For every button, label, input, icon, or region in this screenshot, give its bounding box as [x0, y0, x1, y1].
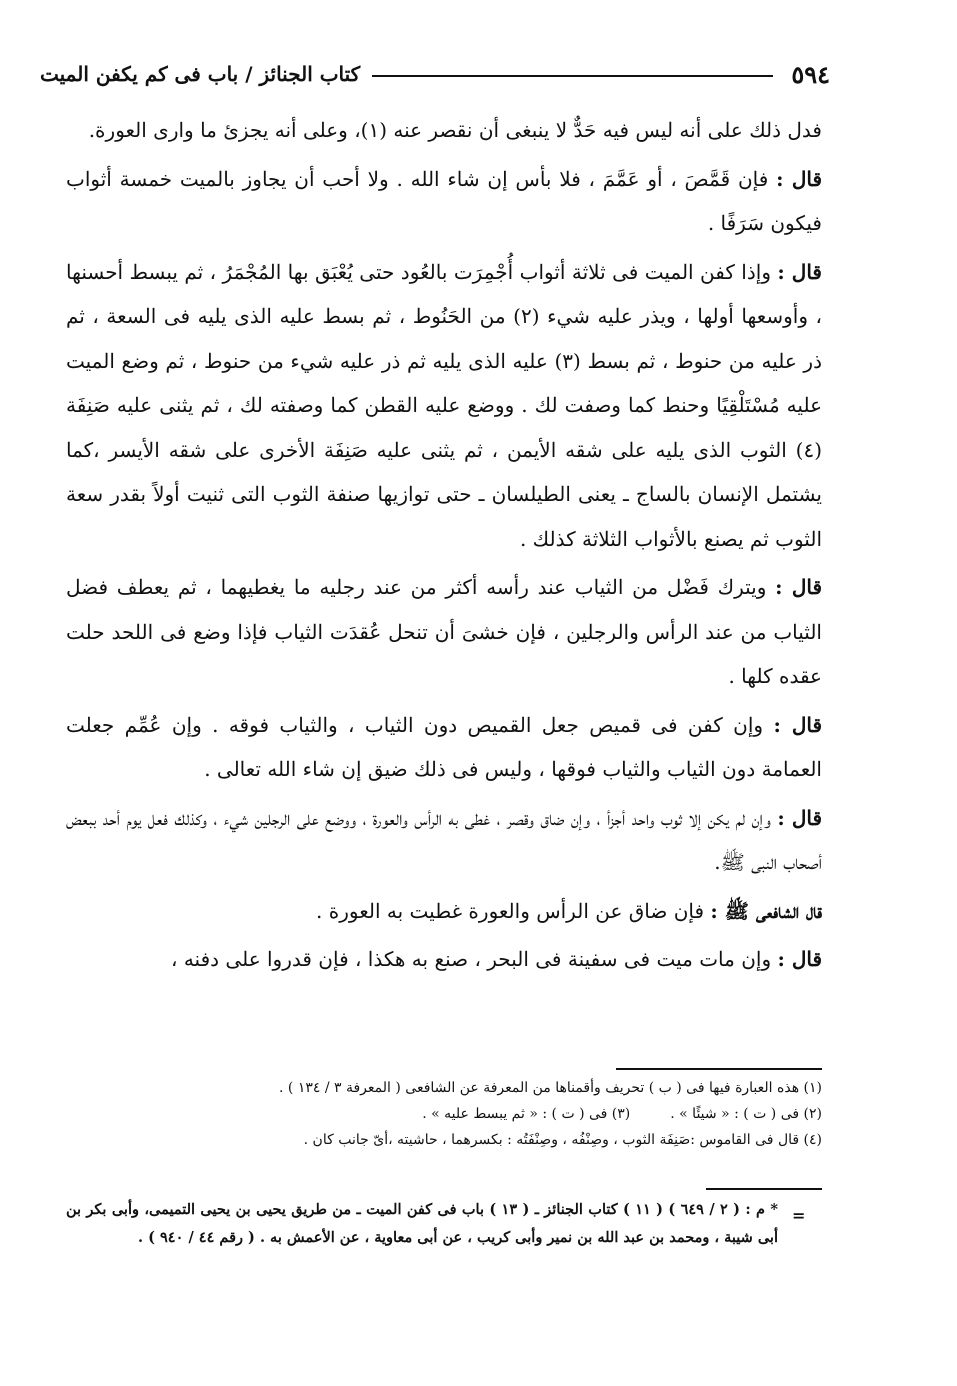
- paragraph-text: فإن ضاق عن الرأس والعورة غطيت به العورة .: [316, 898, 711, 923]
- footnote-separator: [616, 1068, 822, 1070]
- paragraph-text: فإن قَمَّصَ ، أو عَمَّمَ ، فلا بأس إن شاء الله . ولا أحب أن يجاوز بالميت خمسة أثواب فيكون سَرَفًا .: [66, 166, 822, 235]
- paragraph: [66, 703, 822, 792]
- footnote-pair: [66, 1101, 822, 1127]
- footnotes: [66, 1075, 822, 1153]
- paragraph: [66, 250, 822, 562]
- paragraph-lead: قال الشافعى ﷺ :: [710, 898, 822, 923]
- paragraph-text: فدل ذلك على أنه ليس فيه حَدٌّ لا ينبغى أن نقصر عنه (١)، وعلى أنه يجزئ ما وارى العورة.: [88, 118, 822, 142]
- paragraph-text: وإن كفن فى قميص جعل القميص دون الثياب ، والثياب فوقه . وإن عُمِّم جعلت العمامة دون الثياب والثياب فوقها ، وليس فى ذلك ضيق إن شاء الله تعالى .: [66, 712, 822, 781]
- paragraph-text: وإذا كفن الميت فى ثلاثة أثواب أُجْمِرَت بالعُود حتى يُعْبَق بها المُجْمَرُ ، ثم يبسط أحسنها ، وأوسعها أولها ، ويذر عليه شيء (٢) من الحَنُوط ، ثم بسط عليه الذى يليه فى السعة ، ثم ذر عليه من حنوط ، ثم بسط (٣) عليه الذى يليه ثم ذر عليه شيء من حنوط ، ثم وضع الميت عليه مُسْتَلْقِيًا وحنط كما وصفت لك . ووضع عليه القطن كما وصفته لك ، ثم يثنى عليه صَنِفَة (٤) الثوب الذى يليه على شقه الأيمن ، ثم يثنى عليه صَنِفَة الأخرى على شقه الأيسر ،كما يشتمل الإنسان بالساج ـ يعنى الطيلسان ـ حتى توازيها صنفة الثوب التى ثنيت أولاً بقدر سعة الثوب ثم يصنع بالأثواب الثلاثة كذلك .: [66, 259, 823, 551]
- paragraph-lead: قال :: [777, 947, 822, 971]
- footnote-1: (١) هذه العبارة فيها فى ( ب ) تحريف وأقمناها من المعرفة عن الشافعى ( المعرفة ٣ / ١٣٤ ) .: [279, 1080, 822, 1096]
- paragraph-text: ويترك فَضْل من الثياب عند رأسه أكثر من عند رجليه ما يغطيهما ، ثم يعطف فضل الثياب من عند الرأس والرجلين ، فإن خشىَ أن تنحل عُقدَت الثياب فإذا وضع فى اللحد حلت عقده كلها .: [66, 575, 822, 688]
- reference-mark: =: [792, 1206, 806, 1225]
- paragraph: [66, 157, 822, 246]
- paragraph-text: وإن مات ميت فى سفينة فى البحر ، صنع به هكذا ، فإن قدروا على دفنه ،: [171, 947, 778, 971]
- page-header: [40, 52, 830, 96]
- hadith-reference: * م : ( ٢ / ٦٤٩ ) ( ١١ ) كتاب الجنائز ـ ( ١٣ ) باب فى كفن الميت ـ من طريق يحيى بن يحيى التميمى، وأبى بكر بن أبى شيبة ، ومحمد بن عبد الله بن نمير وأبى كريب ، عن أبى معاوية ، عن الأعمش به . ( رقم ٤٤ / ٩٤٠ ) .: [66, 1201, 778, 1246]
- paragraph-lead: قال :: [776, 166, 823, 191]
- footnote-4: (٤) قال فى القاموس :صَنِفَة الثوب ، وصِنْفُه ، وصِنْفَتُه : بكسرهما ، حاشيته ،أىّ جانب كان .: [303, 1132, 822, 1148]
- paragraph-lead: قال :: [777, 805, 823, 830]
- running-title: كتاب الجنائز / باب فى كم يكفن الميت: [40, 62, 361, 86]
- paragraph: [66, 108, 822, 153]
- paragraph-lead: قال :: [777, 259, 822, 284]
- footnote-2: (٢) فى ( ت ) : « شيئًا » .: [670, 1106, 822, 1122]
- paragraph: [66, 796, 822, 885]
- paragraph-text: وإن لم يكن إلا ثوب واحد أجزأ ، وإن ضاق وقصر ، غطى به الرأس والعورة ، ووضع على الرجلين شيء ، وكذلك فعل يوم أحد ببعض أصحاب النبى ﷺ.: [66, 805, 822, 874]
- reference-separator: [706, 1188, 822, 1190]
- paragraph: [66, 889, 822, 934]
- header-rule: [372, 75, 773, 77]
- paragraph: [66, 937, 822, 982]
- paragraph-lead: قال :: [775, 575, 823, 599]
- page-number: ٥٩٤: [791, 59, 830, 89]
- paragraph: [66, 565, 822, 699]
- main-text: [66, 108, 822, 986]
- footnote-3: (٣) فى ( ت ) : « ثم يبسط عليه » .: [422, 1106, 631, 1122]
- paragraph-lead: قال :: [773, 712, 822, 737]
